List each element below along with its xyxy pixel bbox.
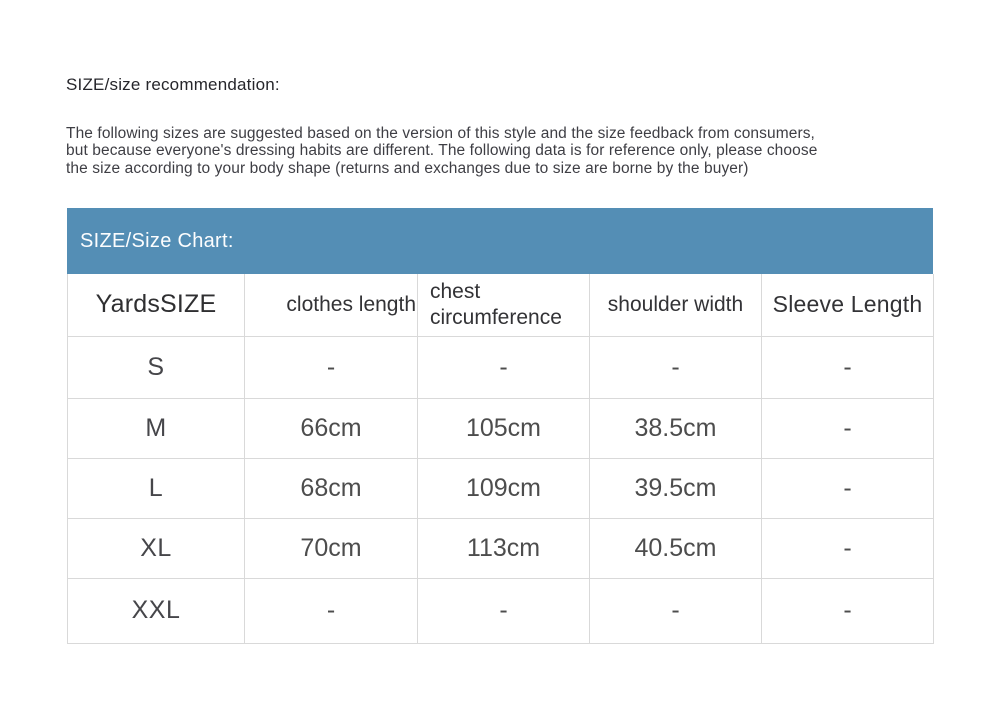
size-cell: M — [68, 398, 245, 458]
value-cell: - — [418, 336, 590, 398]
value-cell: - — [762, 398, 934, 458]
paragraph-line-1: The following sizes are suggested based on the version of this style and the size feedback from consumers, — [66, 125, 815, 142]
table-row-l — [68, 458, 934, 518]
value-cell: - — [590, 336, 762, 398]
value-cell: - — [762, 458, 934, 518]
value-cell: 39.5cm — [590, 458, 762, 518]
value-cell: 66cm — [245, 398, 418, 458]
value-cell: 68cm — [245, 458, 418, 518]
column-header-sleeve-length: Sleeve Length — [762, 274, 934, 336]
value-cell: - — [245, 578, 418, 643]
table-row-xl — [68, 518, 934, 578]
value-cell: - — [762, 336, 934, 398]
size-chart-table — [67, 274, 934, 644]
size-chart-title: SIZE/Size Chart: — [80, 230, 234, 252]
value-cell: - — [245, 336, 418, 398]
column-header-clothes-length: clothes length — [245, 274, 418, 336]
table-header-row — [68, 274, 934, 336]
size-recommendation-paragraph — [66, 125, 817, 177]
value-cell: 38.5cm — [590, 398, 762, 458]
value-cell: 40.5cm — [590, 518, 762, 578]
column-header-yards-size: YardsSIZE — [68, 274, 245, 336]
value-cell: 70cm — [245, 518, 418, 578]
value-cell: 105cm — [418, 398, 590, 458]
value-cell: 113cm — [418, 518, 590, 578]
paragraph-line-2: but because everyone's dressing habits are different. The following data is for reference only, please choose — [66, 142, 818, 160]
paragraph-line-3: the size according to your body shape (returns and exchanges due to size are borne by the buyer) — [66, 159, 749, 177]
table-row-s — [68, 336, 934, 398]
column-header-chest-circumference: chest circumference — [418, 274, 590, 336]
size-cell: XL — [68, 518, 245, 578]
table-row-xxl — [68, 578, 934, 643]
value-cell: - — [418, 578, 590, 643]
value-cell: 109cm — [418, 458, 590, 518]
size-cell: L — [68, 458, 245, 518]
size-chart-header-bar — [67, 208, 933, 274]
table-row-m — [68, 398, 934, 458]
size-recommendation-heading: SIZE/size recommendation: — [66, 75, 280, 94]
size-cell: XXL — [68, 578, 245, 643]
value-cell: - — [590, 578, 762, 643]
value-cell: - — [762, 518, 934, 578]
size-cell: S — [68, 336, 245, 398]
value-cell: - — [762, 578, 934, 643]
column-header-shoulder-width: shoulder width — [590, 274, 762, 336]
